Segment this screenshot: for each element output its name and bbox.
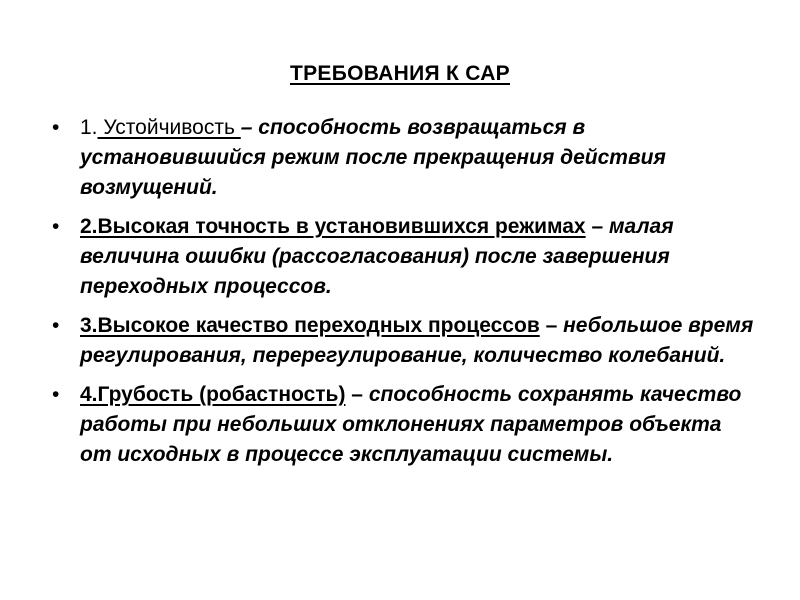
bullet-icon: • (52, 215, 60, 238)
item-number: 2. (80, 215, 98, 238)
item-description: малая величина ошибки (рассогласования) после завершения переходных процессов. (80, 215, 674, 298)
item-term: Высокое качество переходных процессов (97, 314, 540, 337)
item-number: 4. (80, 383, 98, 406)
item-term: Высокая точность в установившихся режимах (97, 215, 586, 238)
item-term: Грубость (робастность) (97, 383, 346, 406)
requirement-item-3 (52, 311, 757, 371)
item-dash: – (345, 383, 369, 406)
bullet-icon: • (52, 314, 60, 337)
item-description: способность возвращаться в установившийся режим после прекращения действия возмущений. (80, 116, 666, 199)
requirement-item-2 (52, 212, 757, 302)
item-description: способность сохранять качество работы при небольших отклонениях параметров объекта от исходных в процессе эксплуатации системы. (80, 383, 742, 466)
requirement-item-1 (52, 113, 757, 203)
bullet-icon: • (52, 116, 60, 139)
slide-title: ТРЕБОВАНИЯ К САР (289, 62, 510, 85)
item-number: 3. (80, 314, 98, 337)
requirements-list (52, 113, 757, 479)
item-description: небольшое время регулирования, перерегулирование, количество колебаний. (80, 314, 754, 367)
item-dash: – (539, 314, 564, 337)
item-dash: – (585, 215, 609, 238)
bullet-icon: • (52, 383, 60, 406)
item-term: Устойчивость (97, 116, 241, 139)
item-dash: – (240, 116, 259, 139)
item-number: 1. (80, 116, 98, 139)
requirement-item-4 (52, 380, 757, 470)
